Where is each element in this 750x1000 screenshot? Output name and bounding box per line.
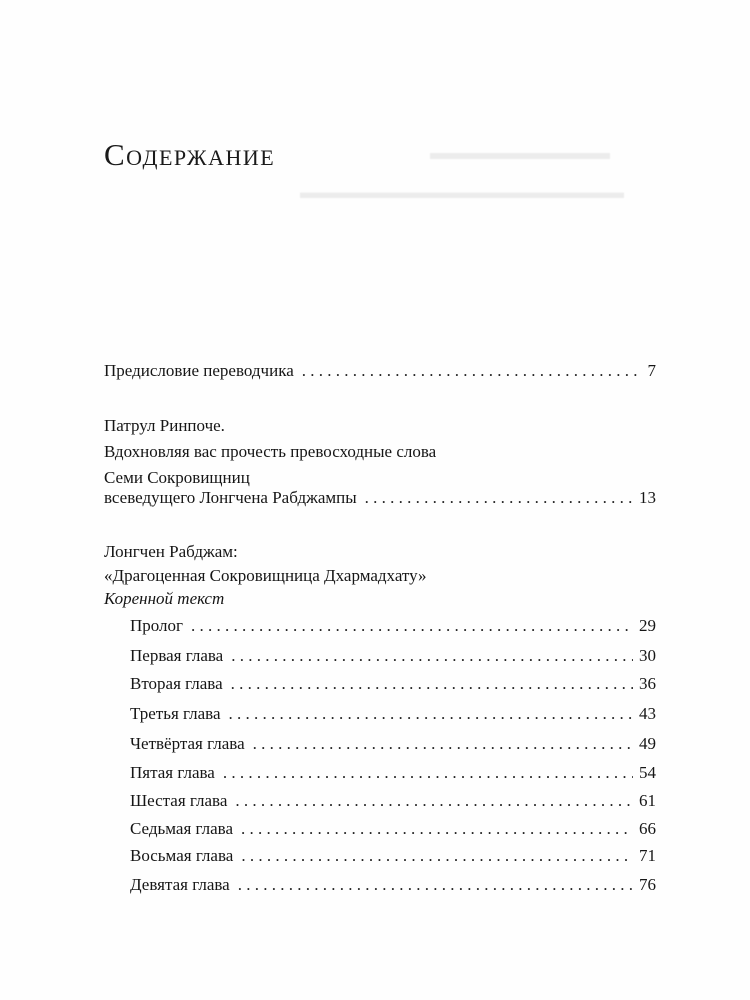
dot-leader <box>231 645 633 667</box>
toc-entry-chapter[interactable] <box>130 703 656 725</box>
toc-work-line: Вдохновляя вас прочесть превосходные слова <box>104 442 437 461</box>
dot-leader <box>238 874 633 896</box>
toc-entry-chapter[interactable] <box>130 790 656 812</box>
toc-page-number: 7 <box>647 361 656 380</box>
toc-page-number: 29 <box>639 616 656 635</box>
toc-entry-chapter[interactable] <box>130 874 656 896</box>
toc-entry-title: Шестая глава <box>130 791 228 810</box>
toc-page-number: 49 <box>639 734 656 753</box>
toc-entry-chapter[interactable] <box>130 762 656 784</box>
dot-leader <box>223 762 633 784</box>
dot-leader <box>191 615 633 637</box>
toc-page-number: 76 <box>639 875 656 894</box>
toc-entry-chapter[interactable] <box>130 818 656 840</box>
toc-section-label: Коренной текст <box>104 589 225 608</box>
toc-entry-title: Предисловие переводчика <box>104 361 294 380</box>
bleed-through-mark: ▬▬▬▬▬▬▬▬▬ <box>430 142 610 164</box>
dot-leader <box>229 703 633 725</box>
toc-page-number: 36 <box>639 674 656 693</box>
toc-page-number: 13 <box>639 488 656 507</box>
toc-entry-title: Четвёртая глава <box>130 734 245 753</box>
toc-entry-title: Восьмая глава <box>130 846 234 865</box>
toc-page-number: 61 <box>639 791 656 810</box>
toc-entry-title: Вторая глава <box>130 674 223 693</box>
toc-entry-title: Пятая глава <box>130 763 215 782</box>
toc-entry-patrul[interactable] <box>104 487 656 509</box>
page-title: Содержание <box>104 137 276 172</box>
toc-entry-chapter[interactable] <box>130 645 656 667</box>
toc-entry-chapter[interactable] <box>130 615 656 637</box>
toc-entry-title: Пролог <box>130 616 184 635</box>
dot-leader <box>235 790 633 812</box>
toc-page-number: 43 <box>639 704 656 723</box>
toc-entry-preface[interactable] <box>104 360 656 382</box>
toc-author-patrul: Патрул Ринпоче. <box>104 416 225 435</box>
toc-work-title: «Драгоценная Сокровищница Дхармадхату» <box>104 566 427 585</box>
toc-entry-title: Девятая глава <box>130 875 230 894</box>
toc-page-number: 30 <box>639 646 656 665</box>
toc-page-number: 66 <box>639 819 656 838</box>
toc-entry-chapter[interactable] <box>130 673 656 695</box>
toc-entry-title: Седьмая глава <box>130 819 234 838</box>
dot-leader <box>253 733 633 755</box>
bleed-through-mark: ▬▬▬▬▬▬▬▬▬▬▬▬▬▬▬▬▬▬ <box>300 182 624 202</box>
dot-leader <box>365 487 633 509</box>
dot-leader <box>302 360 642 382</box>
dot-leader <box>241 845 633 867</box>
toc-page-number: 54 <box>639 763 656 782</box>
toc-page-number: 71 <box>639 846 656 865</box>
toc-entry-title: Первая глава <box>130 646 224 665</box>
toc-entry-title: Третья глава <box>130 704 221 723</box>
toc-work-line: Семи Сокровищниц <box>104 468 250 487</box>
dot-leader <box>241 818 633 840</box>
toc-entry-chapter[interactable] <box>130 733 656 755</box>
toc-entry-chapter[interactable] <box>130 845 656 867</box>
dot-leader <box>231 673 633 695</box>
toc-entry-title: всеведущего Лонгчена Рабджампы <box>104 488 357 507</box>
toc-author-longchen: Лонгчен Рабджам: <box>104 542 238 561</box>
